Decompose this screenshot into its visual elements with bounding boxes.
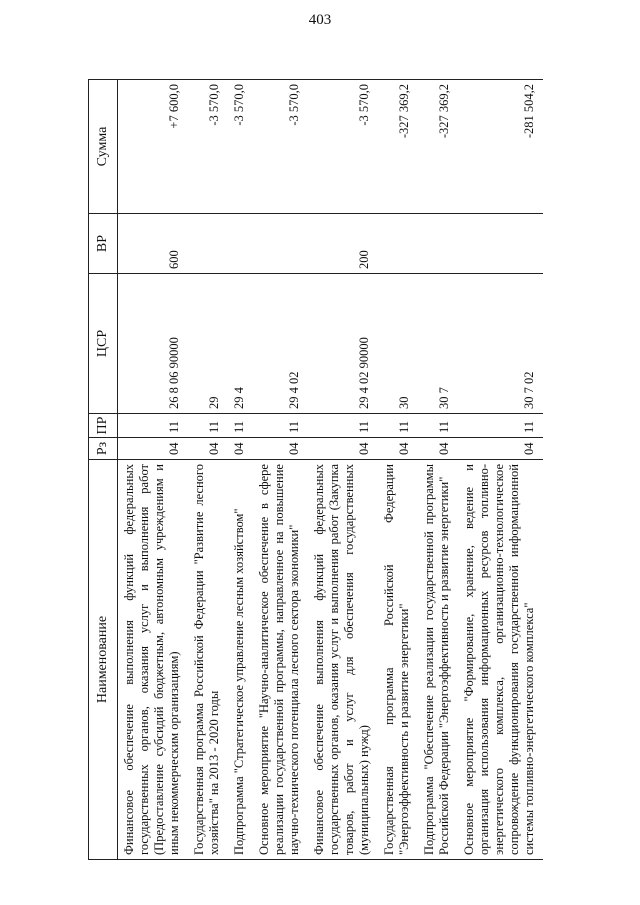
row-name: Финансовое обеспечение выполнения функций федеральных государственных органов, оказания услуг и выполнения работ (Предоставление субсидий бюджетным, автономным учреждениям и иным некоммерческим организациям) [118, 460, 189, 860]
table-row [228, 80, 253, 860]
row-vr [418, 214, 458, 274]
row-pr: 11 [188, 414, 228, 438]
row-pr: 11 [228, 414, 253, 438]
header-pr: ПР [89, 414, 118, 438]
row-vr [228, 214, 253, 274]
row-pr: 11 [378, 414, 418, 438]
row-sum: -327 369,2 [418, 80, 458, 214]
table-header-row [89, 80, 118, 860]
row-pr: 11 [118, 414, 189, 438]
row-pr: 11 [418, 414, 458, 438]
row-vr: 200 [308, 214, 378, 274]
row-csr: 29 [188, 274, 228, 414]
row-rz: 04 [118, 438, 189, 460]
row-csr: 29 4 [228, 274, 253, 414]
rotated-budget-table [88, 80, 640, 860]
row-rz: 04 [228, 438, 253, 460]
row-name: Финансовое обеспечение выполнения функций федеральных государственных органов, оказания услуг и выполнения работ (Закупка товаров, работ и услуг для обеспечения государственных (муниципальных) нужд) [308, 460, 378, 860]
row-rz: 04 [378, 438, 418, 460]
row-sum: -3 570,0 [308, 80, 378, 214]
row-csr: 30 [378, 274, 418, 414]
row-rz: 04 [458, 438, 543, 460]
table-row [253, 80, 308, 860]
row-csr: 26 8 06 90000 [118, 274, 189, 414]
row-sum: +7 600,0 [118, 80, 189, 214]
table-row [418, 80, 458, 860]
page-number: 403 [308, 12, 332, 28]
row-pr: 11 [308, 414, 378, 438]
row-rz: 04 [188, 438, 228, 460]
row-vr [458, 214, 543, 274]
row-rz: 04 [253, 438, 308, 460]
budget-table [88, 79, 543, 860]
row-csr: 29 4 02 90000 [308, 274, 378, 414]
table-row [458, 80, 543, 860]
header-csr: ЦСР [89, 274, 118, 414]
row-name: Подпрограмма "Стратегическое управление лесным хозяйством" [228, 460, 253, 860]
row-sum: -3 570,0 [253, 80, 308, 214]
row-name: Государственная программа Российской Федерации "Развитие лесного хозяйства" на 2013 - 2020 годы [188, 460, 228, 860]
header-rz: Рз [89, 438, 118, 460]
row-csr: 30 7 02 [458, 274, 543, 414]
table-row [378, 80, 418, 860]
header-name: Наименование [89, 460, 118, 860]
row-pr: 11 [458, 414, 543, 438]
row-rz: 04 [308, 438, 378, 460]
row-csr: 30 7 [418, 274, 458, 414]
row-pr: 11 [253, 414, 308, 438]
row-name: Подпрограмма "Обеспечение реализации государственной программы Российской Федерации "Энергоэффективность и развитие энергетики" [418, 460, 458, 860]
row-csr: 29 4 02 [253, 274, 308, 414]
row-name: Государственная программа Российской Федерации "Энергоэффективность и развитие энергетики" [378, 460, 418, 860]
header-sum: Сумма [89, 80, 118, 214]
header-vr: ВР [89, 214, 118, 274]
row-vr [188, 214, 228, 274]
row-vr: 600 [118, 214, 189, 274]
row-vr [378, 214, 418, 274]
row-name: Основное мероприятие "Научно-аналитическое обеспечение в сфере реализации государственной программы, направленное на повышение научно-технического потенциала лесного сектора экономики" [253, 460, 308, 860]
row-name: Основное мероприятие "Формирование, хранение, ведение и организация использования информационных ресурсов топливно-энергетического комплекса, организационно-технологическое сопровождение функционирования государственной информационной системы топливно-энергетического комплекса" [458, 460, 543, 860]
row-sum: -281 504,2 [458, 80, 543, 214]
table-row [308, 80, 378, 860]
row-vr [253, 214, 308, 274]
row-rz: 04 [418, 438, 458, 460]
row-sum: -3 570,0 [188, 80, 228, 214]
row-sum: -327 369,2 [378, 80, 418, 214]
table-row [118, 80, 189, 860]
row-sum: -3 570,0 [228, 80, 253, 214]
table-row [188, 80, 228, 860]
